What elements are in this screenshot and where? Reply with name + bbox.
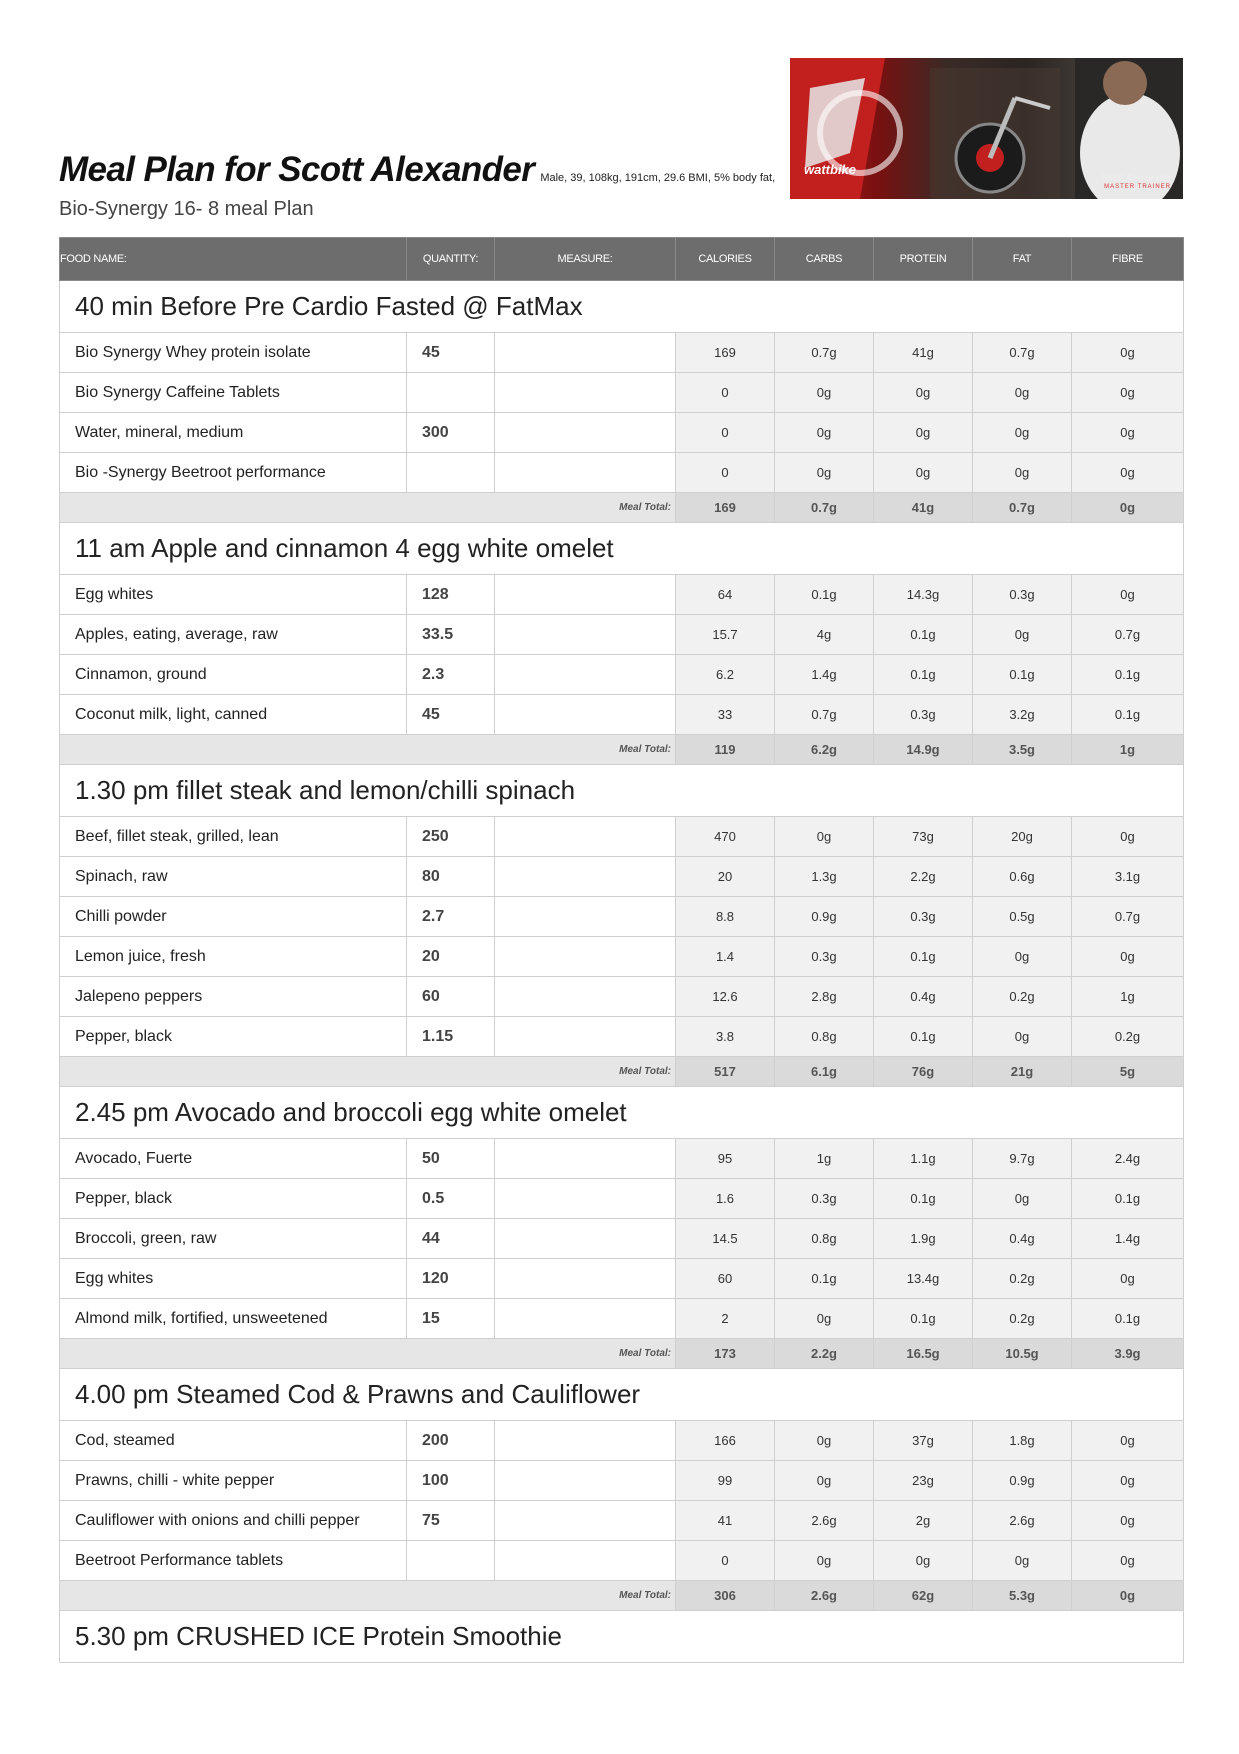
food-name-cell: Prawns, chilli - white pepper: [60, 1461, 407, 1501]
protein-cell: 0g: [874, 1541, 973, 1581]
measure-cell: [495, 1139, 676, 1179]
calories-cell: 15.7: [676, 615, 775, 655]
measure-cell: [495, 817, 676, 857]
table-row: [60, 857, 1184, 897]
fibre-cell: 0g: [1072, 1259, 1184, 1299]
fat-cell: 1.8g: [973, 1421, 1072, 1461]
carbs-cell: 4g: [775, 615, 874, 655]
fibre-cell: 1g: [1072, 977, 1184, 1017]
fat-cell: 0.6g: [973, 857, 1072, 897]
protein-cell: 0.1g: [874, 655, 973, 695]
fat-cell: 0.2g: [973, 977, 1072, 1017]
table-row: [60, 1017, 1184, 1057]
photo-caption: [1101, 173, 1171, 190]
food-name-cell: Almond milk, fortified, unsweetened: [60, 1299, 407, 1339]
fibre-cell: 0g: [1072, 413, 1184, 453]
trainer-name: Scott Alexander: [1100, 173, 1171, 184]
measure-cell: [495, 1421, 676, 1461]
fibre-cell: 0g: [1072, 937, 1184, 977]
quantity-cell: 33.5: [407, 615, 495, 655]
col-fibre: FIBRE: [1072, 238, 1184, 281]
col-measure: MEASURE:: [495, 238, 676, 281]
protein-cell: 0.1g: [874, 1299, 973, 1339]
total-fat-cell: 0.7g: [973, 493, 1072, 523]
protein-cell: 0.4g: [874, 977, 973, 1017]
meal-heading-row: [60, 765, 1184, 817]
total-carbs-cell: 2.2g: [775, 1339, 874, 1369]
calories-cell: 60: [676, 1259, 775, 1299]
carbs-cell: 0.7g: [775, 695, 874, 735]
fat-cell: 0g: [973, 1017, 1072, 1057]
fibre-cell: 0.1g: [1072, 1299, 1184, 1339]
table-row: [60, 1461, 1184, 1501]
food-name-cell: Bio Synergy Caffeine Tablets: [60, 373, 407, 413]
quantity-cell: 44: [407, 1219, 495, 1259]
measure-cell: [495, 1299, 676, 1339]
total-protein-cell: 41g: [874, 493, 973, 523]
fat-cell: 0.7g: [973, 333, 1072, 373]
food-name-cell: Beetroot Performance tablets: [60, 1541, 407, 1581]
meal-total-row: [60, 493, 1184, 523]
quantity-cell: 250: [407, 817, 495, 857]
col-quantity: QUANTITY:: [407, 238, 495, 281]
fibre-cell: 0g: [1072, 575, 1184, 615]
fat-cell: 0g: [973, 1541, 1072, 1581]
measure-cell: [495, 1541, 676, 1581]
protein-cell: 73g: [874, 817, 973, 857]
calories-cell: 20: [676, 857, 775, 897]
carbs-cell: 2.6g: [775, 1501, 874, 1541]
table-row: [60, 615, 1184, 655]
food-name-cell: Jalepeno peppers: [60, 977, 407, 1017]
carbs-cell: 2.8g: [775, 977, 874, 1017]
fibre-cell: 0.1g: [1072, 655, 1184, 695]
measure-cell: [495, 857, 676, 897]
calories-cell: 166: [676, 1421, 775, 1461]
meal-total-row: [60, 1581, 1184, 1611]
meal-title: 4.00 pm Steamed Cod & Prawns and Cauliflower: [60, 1369, 1184, 1421]
table-row: [60, 575, 1184, 615]
food-name-cell: Apples, eating, average, raw: [60, 615, 407, 655]
total-carbs-cell: 2.6g: [775, 1581, 874, 1611]
quantity-cell: 128: [407, 575, 495, 615]
carbs-cell: 0g: [775, 453, 874, 493]
measure-cell: [495, 615, 676, 655]
calories-cell: 169: [676, 333, 775, 373]
fibre-cell: 0.7g: [1072, 615, 1184, 655]
meal-heading-row: [60, 281, 1184, 333]
table-row: [60, 897, 1184, 937]
carbs-cell: 1.3g: [775, 857, 874, 897]
food-name-cell: Pepper, black: [60, 1017, 407, 1057]
total-protein-cell: 76g: [874, 1057, 973, 1087]
measure-cell: [495, 897, 676, 937]
fibre-cell: 0.1g: [1072, 1179, 1184, 1219]
table-row: [60, 453, 1184, 493]
total-protein-cell: 14.9g: [874, 735, 973, 765]
carbs-cell: 0g: [775, 1299, 874, 1339]
food-name-cell: Chilli powder: [60, 897, 407, 937]
carbs-cell: 0.7g: [775, 333, 874, 373]
meal-total-row: [60, 1057, 1184, 1087]
calories-cell: 12.6: [676, 977, 775, 1017]
fibre-cell: 0g: [1072, 1421, 1184, 1461]
calories-cell: 14.5: [676, 1219, 775, 1259]
table-row: [60, 977, 1184, 1017]
fat-cell: 0.2g: [973, 1259, 1072, 1299]
food-name-cell: Spinach, raw: [60, 857, 407, 897]
table-row: [60, 373, 1184, 413]
table-row: [60, 413, 1184, 453]
table-row: [60, 1421, 1184, 1461]
quantity-cell: 1.15: [407, 1017, 495, 1057]
total-fat-cell: 5.3g: [973, 1581, 1072, 1611]
total-fat-cell: 10.5g: [973, 1339, 1072, 1369]
fat-cell: 2.6g: [973, 1501, 1072, 1541]
total-protein-cell: 62g: [874, 1581, 973, 1611]
meal-total-row: [60, 735, 1184, 765]
meal-heading-row: [60, 1369, 1184, 1421]
fat-cell: 0g: [973, 1179, 1072, 1219]
carbs-cell: 1.4g: [775, 655, 874, 695]
protein-cell: 14.3g: [874, 575, 973, 615]
total-calories-cell: 169: [676, 493, 775, 523]
calories-cell: 0: [676, 453, 775, 493]
table-row: [60, 1179, 1184, 1219]
table-row: [60, 1139, 1184, 1179]
protein-cell: 23g: [874, 1461, 973, 1501]
total-calories-cell: 119: [676, 735, 775, 765]
protein-cell: 0.3g: [874, 695, 973, 735]
fat-cell: 0g: [973, 937, 1072, 977]
food-name-cell: Cinnamon, ground: [60, 655, 407, 695]
table-header-row: [60, 238, 1184, 281]
quantity-cell: 120: [407, 1259, 495, 1299]
fat-cell: 0.1g: [973, 655, 1072, 695]
protein-cell: 1.1g: [874, 1139, 973, 1179]
measure-cell: [495, 413, 676, 453]
table-row: [60, 1501, 1184, 1541]
calories-cell: 0: [676, 373, 775, 413]
table-row: [60, 1219, 1184, 1259]
table-row: [60, 655, 1184, 695]
total-carbs-cell: 6.1g: [775, 1057, 874, 1087]
total-fibre-cell: 0g: [1072, 1581, 1184, 1611]
food-name-cell: Cauliflower with onions and chilli pepper: [60, 1501, 407, 1541]
protein-cell: 2.2g: [874, 857, 973, 897]
table-row: [60, 817, 1184, 857]
measure-cell: [495, 453, 676, 493]
carbs-cell: 0g: [775, 1541, 874, 1581]
measure-cell: [495, 977, 676, 1017]
quantity-cell: 45: [407, 695, 495, 735]
meal-plan-body: [60, 281, 1184, 1663]
calories-cell: 99: [676, 1461, 775, 1501]
table-row: [60, 937, 1184, 977]
protein-cell: 0.1g: [874, 615, 973, 655]
measure-cell: [495, 373, 676, 413]
measure-cell: [495, 1501, 676, 1541]
meal-title: 11 am Apple and cinnamon 4 egg white omelet: [60, 523, 1184, 575]
meal-heading-row: [60, 1087, 1184, 1139]
measure-cell: [495, 333, 676, 373]
fat-cell: 0g: [973, 615, 1072, 655]
measure-cell: [495, 1259, 676, 1299]
fat-cell: 20g: [973, 817, 1072, 857]
measure-cell: [495, 695, 676, 735]
fat-cell: 0.2g: [973, 1299, 1072, 1339]
measure-cell: [495, 937, 676, 977]
carbs-cell: 0g: [775, 413, 874, 453]
fat-cell: 0.5g: [973, 897, 1072, 937]
quantity-cell: [407, 453, 495, 493]
quantity-cell: 75: [407, 1501, 495, 1541]
fat-cell: 0.3g: [973, 575, 1072, 615]
total-calories-cell: 306: [676, 1581, 775, 1611]
protein-cell: 0.3g: [874, 897, 973, 937]
measure-cell: [495, 1219, 676, 1259]
fat-cell: 0g: [973, 453, 1072, 493]
protein-cell: 0.1g: [874, 1179, 973, 1219]
calories-cell: 1.4: [676, 937, 775, 977]
meal-total-label: Meal Total:: [60, 1581, 676, 1611]
quantity-cell: 2.7: [407, 897, 495, 937]
page-header: [59, 58, 1183, 228]
quantity-cell: 300: [407, 413, 495, 453]
trainer-role: MASTER TRAINER: [1104, 184, 1171, 190]
quantity-cell: 20: [407, 937, 495, 977]
meal-title: 1.30 pm fillet steak and lemon/chilli spinach: [60, 765, 1184, 817]
meal-total-label: Meal Total:: [60, 493, 676, 523]
total-carbs-cell: 0.7g: [775, 493, 874, 523]
quantity-cell: 45: [407, 333, 495, 373]
col-carbs: CARBS: [775, 238, 874, 281]
food-name-cell: Pepper, black: [60, 1179, 407, 1219]
page-title: Meal Plan for Scott Alexander: [59, 150, 535, 189]
protein-cell: 0g: [874, 373, 973, 413]
quantity-cell: 60: [407, 977, 495, 1017]
fibre-cell: 0g: [1072, 1461, 1184, 1501]
quantity-cell: 50: [407, 1139, 495, 1179]
food-name-cell: Lemon juice, fresh: [60, 937, 407, 977]
carbs-cell: 0.1g: [775, 1259, 874, 1299]
total-calories-cell: 517: [676, 1057, 775, 1087]
food-name-cell: Beef, fillet steak, grilled, lean: [60, 817, 407, 857]
protein-cell: 0.1g: [874, 1017, 973, 1057]
fibre-cell: 0g: [1072, 453, 1184, 493]
calories-cell: 0: [676, 413, 775, 453]
protein-cell: 13.4g: [874, 1259, 973, 1299]
protein-cell: 0.1g: [874, 937, 973, 977]
quantity-cell: [407, 1541, 495, 1581]
fat-cell: 0g: [973, 413, 1072, 453]
table-row: [60, 1299, 1184, 1339]
fibre-cell: 0g: [1072, 1501, 1184, 1541]
meal-heading-row: [60, 1611, 1184, 1663]
measure-cell: [495, 1017, 676, 1057]
table-row: [60, 333, 1184, 373]
fat-cell: 3.2g: [973, 695, 1072, 735]
fibre-cell: 0g: [1072, 817, 1184, 857]
fat-cell: 0g: [973, 373, 1072, 413]
wattbike-logo: wattbike: [804, 162, 857, 177]
col-calories: CALORIES: [676, 238, 775, 281]
calories-cell: 95: [676, 1139, 775, 1179]
calories-cell: 33: [676, 695, 775, 735]
col-food-name: FOOD NAME:: [60, 238, 407, 281]
table-row: [60, 1541, 1184, 1581]
food-name-cell: Bio -Synergy Beetroot performance: [60, 453, 407, 493]
measure-cell: [495, 1179, 676, 1219]
col-protein: PROTEIN: [874, 238, 973, 281]
title-line: [59, 150, 775, 190]
quantity-cell: 100: [407, 1461, 495, 1501]
carbs-cell: 0g: [775, 1461, 874, 1501]
carbs-cell: 0.8g: [775, 1017, 874, 1057]
meal-title: 2.45 pm Avocado and broccoli egg white omelet: [60, 1087, 1184, 1139]
calories-cell: 2: [676, 1299, 775, 1339]
carbs-cell: 0.3g: [775, 1179, 874, 1219]
food-name-cell: Egg whites: [60, 1259, 407, 1299]
table-row: [60, 1259, 1184, 1299]
quantity-cell: 200: [407, 1421, 495, 1461]
measure-cell: [495, 575, 676, 615]
header-photo: [790, 58, 1183, 199]
fat-cell: 0.9g: [973, 1461, 1072, 1501]
carbs-cell: 0.8g: [775, 1219, 874, 1259]
fibre-cell: 0g: [1072, 1541, 1184, 1581]
food-name-cell: Coconut milk, light, canned: [60, 695, 407, 735]
carbs-cell: 0.3g: [775, 937, 874, 977]
protein-cell: 1.9g: [874, 1219, 973, 1259]
carbs-cell: 0.1g: [775, 575, 874, 615]
meal-total-label: Meal Total:: [60, 1057, 676, 1087]
col-fat: FAT: [973, 238, 1072, 281]
total-fibre-cell: 0g: [1072, 493, 1184, 523]
fibre-cell: 0.1g: [1072, 695, 1184, 735]
meal-title: 5.30 pm CRUSHED ICE Protein Smoothie: [60, 1611, 1184, 1663]
calories-cell: 6.2: [676, 655, 775, 695]
calories-cell: 8.8: [676, 897, 775, 937]
meal-total-row: [60, 1339, 1184, 1369]
total-fibre-cell: 3.9g: [1072, 1339, 1184, 1369]
calories-cell: 1.6: [676, 1179, 775, 1219]
protein-cell: 41g: [874, 333, 973, 373]
fibre-cell: 0g: [1072, 333, 1184, 373]
carbs-cell: 0g: [775, 817, 874, 857]
fibre-cell: 2.4g: [1072, 1139, 1184, 1179]
meal-heading-row: [60, 523, 1184, 575]
carbs-cell: 0g: [775, 373, 874, 413]
total-carbs-cell: 6.2g: [775, 735, 874, 765]
total-fibre-cell: 5g: [1072, 1057, 1184, 1087]
carbs-cell: 0.9g: [775, 897, 874, 937]
food-name-cell: Water, mineral, medium: [60, 413, 407, 453]
meal-total-label: Meal Total:: [60, 1339, 676, 1369]
fibre-cell: 0.7g: [1072, 897, 1184, 937]
calories-cell: 41: [676, 1501, 775, 1541]
fat-cell: 9.7g: [973, 1139, 1072, 1179]
food-name-cell: Bio Synergy Whey protein isolate: [60, 333, 407, 373]
client-info: Male, 39, 108kg, 191cm, 29.6 BMI, 5% body fat,: [540, 172, 776, 184]
food-name-cell: Egg whites: [60, 575, 407, 615]
protein-cell: 37g: [874, 1421, 973, 1461]
total-protein-cell: 16.5g: [874, 1339, 973, 1369]
quantity-cell: 15: [407, 1299, 495, 1339]
carbs-cell: 1g: [775, 1139, 874, 1179]
quantity-cell: 0.5: [407, 1179, 495, 1219]
total-fat-cell: 3.5g: [973, 735, 1072, 765]
total-fibre-cell: 1g: [1072, 735, 1184, 765]
total-calories-cell: 173: [676, 1339, 775, 1369]
calories-cell: 470: [676, 817, 775, 857]
fibre-cell: 3.1g: [1072, 857, 1184, 897]
fat-cell: 0.4g: [973, 1219, 1072, 1259]
measure-cell: [495, 1461, 676, 1501]
food-name-cell: Cod, steamed: [60, 1421, 407, 1461]
fibre-cell: 1.4g: [1072, 1219, 1184, 1259]
meal-plan-table: [59, 237, 1184, 1663]
calories-cell: 0: [676, 1541, 775, 1581]
food-name-cell: Broccoli, green, raw: [60, 1219, 407, 1259]
total-fat-cell: 21g: [973, 1057, 1072, 1087]
fibre-cell: 0.2g: [1072, 1017, 1184, 1057]
quantity-cell: [407, 373, 495, 413]
fibre-cell: 0g: [1072, 373, 1184, 413]
quantity-cell: 80: [407, 857, 495, 897]
food-name-cell: Avocado, Fuerte: [60, 1139, 407, 1179]
protein-cell: 0g: [874, 413, 973, 453]
calories-cell: 3.8: [676, 1017, 775, 1057]
meal-title: 40 min Before Pre Cardio Fasted @ FatMax: [60, 281, 1184, 333]
carbs-cell: 0g: [775, 1421, 874, 1461]
table-row: [60, 695, 1184, 735]
protein-cell: 2g: [874, 1501, 973, 1541]
meal-total-label: Meal Total:: [60, 735, 676, 765]
calories-cell: 64: [676, 575, 775, 615]
plan-name: Bio-Synergy 16- 8 meal Plan: [59, 198, 314, 220]
measure-cell: [495, 655, 676, 695]
quantity-cell: 2.3: [407, 655, 495, 695]
protein-cell: 0g: [874, 453, 973, 493]
